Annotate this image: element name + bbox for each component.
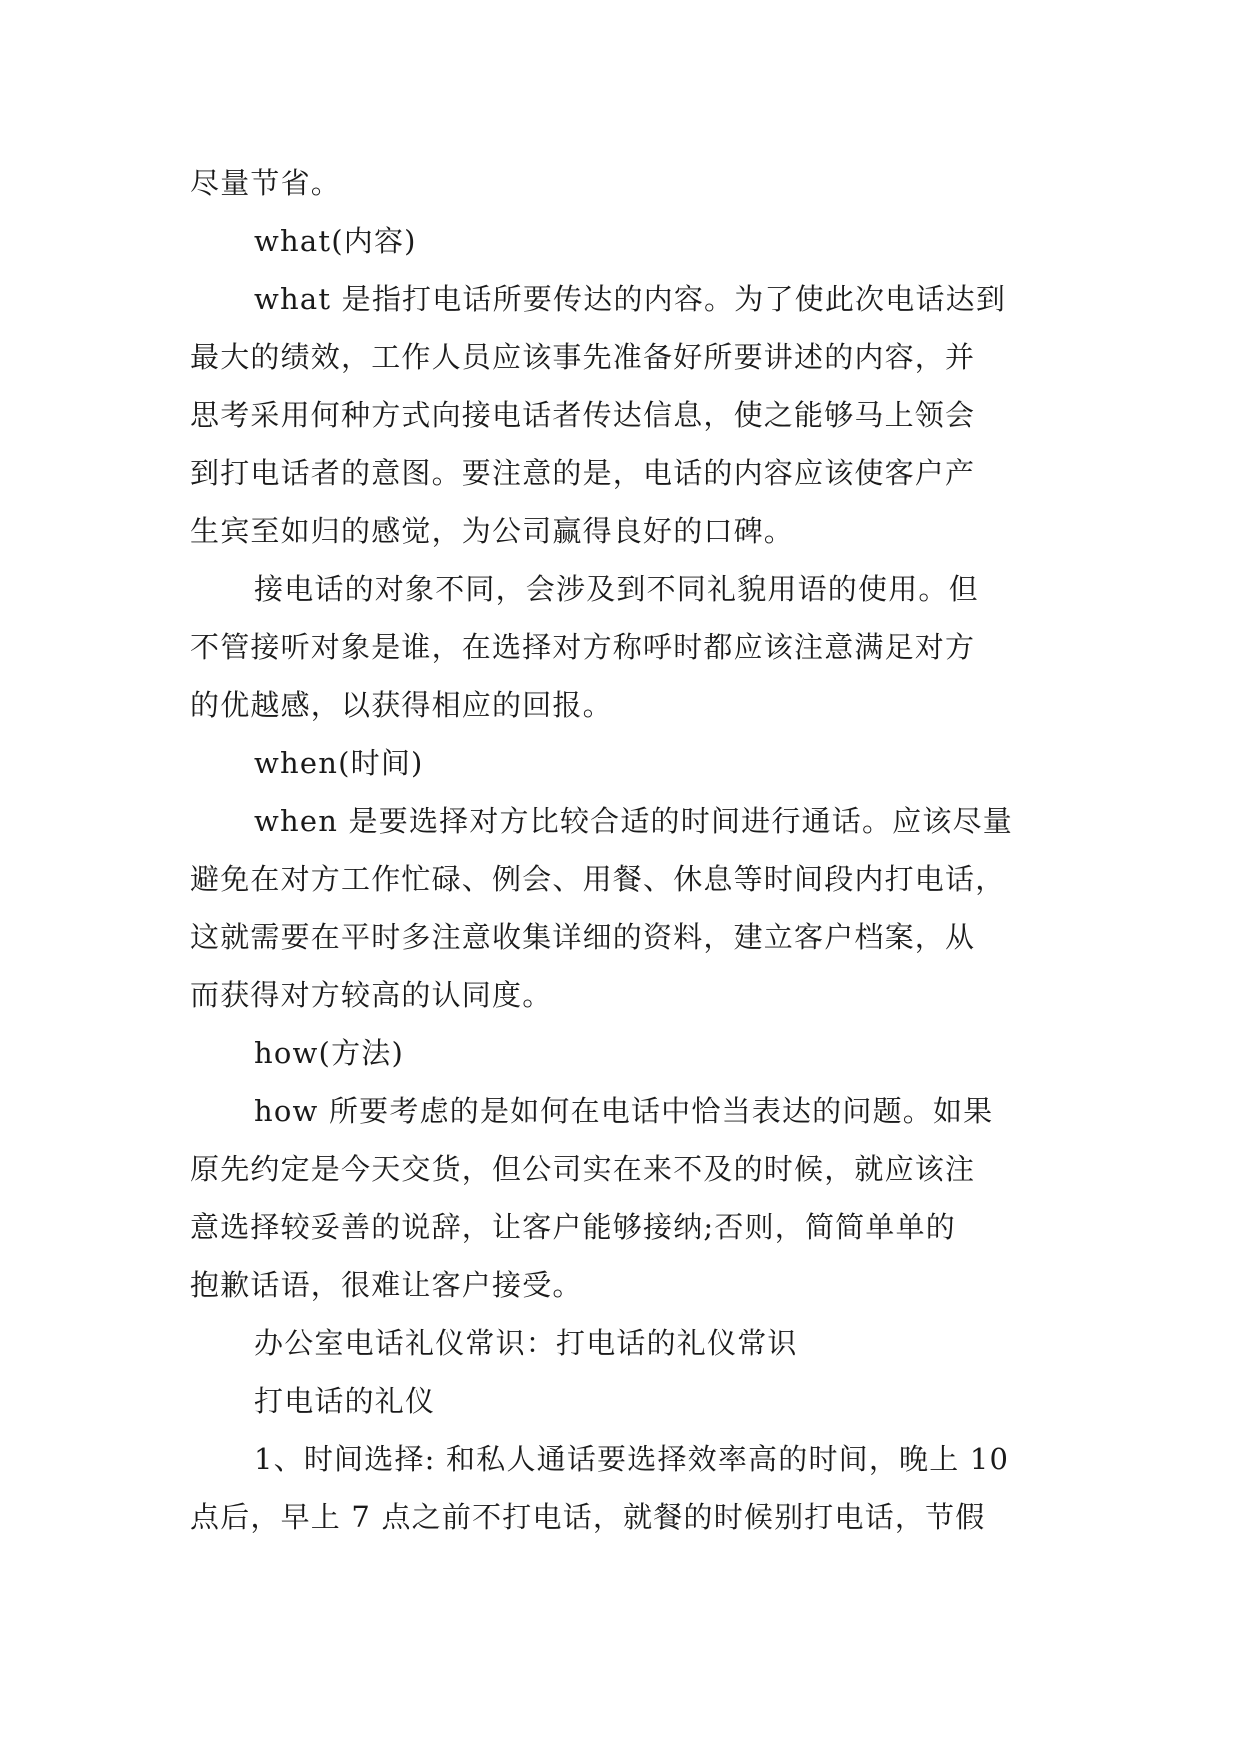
paragraph-line	[190, 386, 1050, 444]
paragraph-line	[190, 154, 1050, 212]
section-heading-how	[190, 1024, 1050, 1082]
line-text: 1、时间选择: 和私人通话要选择效率高的时间，晚上 10	[254, 1442, 1010, 1476]
line-text: 避免在对方工作忙碌、例会、用餐、休息等时间段内打电话，	[190, 862, 1006, 896]
paragraph-line	[190, 676, 1050, 734]
line-text: 点后，早上 7 点之前不打电话，就餐的时候别打电话，节假	[190, 1500, 986, 1534]
paragraph-line	[190, 560, 1050, 618]
line-text: 原先约定是今天交货，但公司实在来不及的时候，就应该注	[190, 1152, 976, 1186]
paragraph-line	[190, 966, 1050, 1024]
paragraph-line	[190, 1488, 1050, 1546]
line-text: 最大的绩效，工作人员应该事先准备好所要讲述的内容，并	[190, 340, 976, 374]
line-text: 而获得对方较高的认同度。	[190, 978, 553, 1012]
section-heading-what	[190, 212, 1050, 270]
line-text: 生宾至如归的感觉，为公司赢得良好的口碑。	[190, 514, 795, 548]
paragraph-line	[190, 792, 1050, 850]
line-text: what 是指打电话所要传达的内容。为了使此次电话达到	[254, 282, 1007, 316]
line-text: 不管接听对象是谁，在选择对方称呼时都应该注意满足对方	[190, 630, 976, 664]
heading-text: 办公室电话礼仪常识：打电话的礼仪常识	[254, 1326, 798, 1360]
line-text: when 是要选择对方比较合适的时间进行通话。应该尽量	[254, 804, 1013, 838]
paragraph-line	[190, 270, 1050, 328]
paragraph-line	[190, 1256, 1050, 1314]
heading-text: 打电话的礼仪	[254, 1384, 436, 1418]
paragraph-line	[190, 1430, 1050, 1488]
paragraph-line	[190, 850, 1050, 908]
heading-text: when(时间)	[254, 746, 424, 780]
line-text: 到打电话者的意图。要注意的是，电话的内容应该使客户产	[190, 456, 976, 490]
line-text: 思考采用何种方式向接电话者传达信息，使之能够马上领会	[190, 398, 976, 432]
paragraph-line	[190, 1082, 1050, 1140]
line-text: 接电话的对象不同，会涉及到不同礼貌用语的使用。但	[254, 572, 979, 606]
line-text: 意选择较妥善的说辞，让客户能够接纳;否则，简简单单的	[190, 1210, 956, 1244]
paragraph-line	[190, 1140, 1050, 1198]
heading-text: how(方法)	[254, 1036, 404, 1070]
subsection-title	[190, 1372, 1050, 1430]
line-text: how 所要考虑的是如何在电话中恰当表达的问题。如果	[254, 1094, 994, 1128]
line-text: 这就需要在平时多注意收集详细的资料，建立客户档案，从	[190, 920, 976, 954]
section-title	[190, 1314, 1050, 1372]
paragraph-line	[190, 1198, 1050, 1256]
paragraph-line	[190, 618, 1050, 676]
line-text: 抱歉话语，很难让客户接受。	[190, 1268, 583, 1302]
line-text: 的优越感，以获得相应的回报。	[190, 688, 613, 722]
section-heading-when	[190, 734, 1050, 792]
heading-text: what(内容)	[254, 224, 417, 258]
paragraph-line	[190, 444, 1050, 502]
paragraph-line	[190, 328, 1050, 386]
document-body	[190, 154, 1050, 1546]
paragraph-line	[190, 502, 1050, 560]
line-text: 尽量节省。	[190, 166, 342, 200]
paragraph-line	[190, 908, 1050, 966]
